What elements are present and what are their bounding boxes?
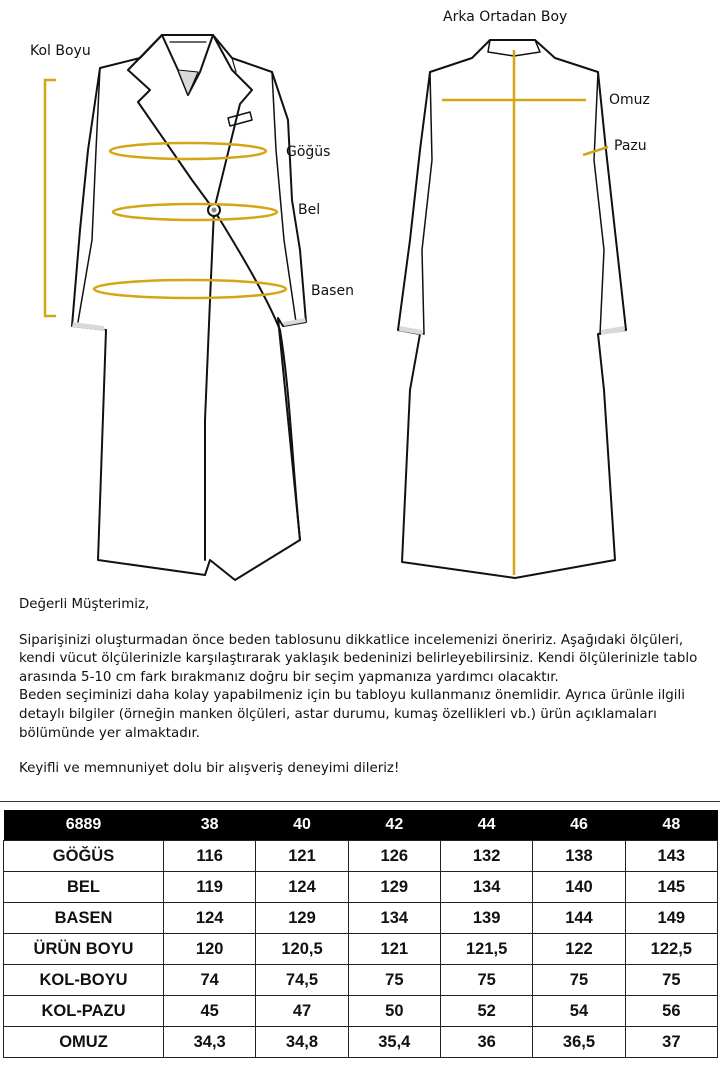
- notice-closing: Keyifli ve memnuniyet dolu bir alışveriş deneyimi dileriz!: [19, 761, 400, 777]
- table-cell: 47: [256, 996, 348, 1027]
- table-cell: 34,3: [164, 1027, 256, 1058]
- table-cell: 120: [164, 934, 256, 965]
- row-label: KOL-PAZU: [4, 996, 164, 1027]
- row-label: BASEN: [4, 903, 164, 934]
- header-model-code: 6889: [4, 810, 164, 841]
- label-waist: Bel: [298, 202, 321, 218]
- table-row: [4, 841, 718, 872]
- table-cell: 140: [533, 872, 625, 903]
- notice-paragraph-1: Siparişinizi oluşturmadan önce beden tablosunu dikkatlice incelemenizi öneririz. Aşağıdaki ölçüleri, kendi vücut ölçülerinizle karşılaştırarak yaklaşık bedeninizi belirleyebilirsiniz. Kendi ölçülerinizle tablo arasında 5-10 cm fark bırakmanız doğru bir seçim yapmanıza yardımcı olacaktır.: [19, 632, 698, 685]
- table-row: [4, 872, 718, 903]
- table-cell: 134: [348, 903, 440, 934]
- table-cell: 144: [533, 903, 625, 934]
- table-cell: 149: [625, 903, 717, 934]
- table-cell: 75: [440, 965, 532, 996]
- label-sleeve-length: Kol Boyu: [30, 43, 91, 59]
- table-cell: 121: [256, 841, 348, 872]
- header-size-46: 46: [533, 810, 625, 841]
- table-cell: 134: [440, 872, 532, 903]
- table-row: [4, 965, 718, 996]
- table-row: [4, 903, 718, 934]
- row-label: BEL: [4, 872, 164, 903]
- size-chart-table: [3, 810, 718, 1058]
- table-cell: 129: [256, 903, 348, 934]
- table-cell: 75: [533, 965, 625, 996]
- table-cell: 119: [164, 872, 256, 903]
- table-cell: 56: [625, 996, 717, 1027]
- header-size-48: 48: [625, 810, 717, 841]
- table-cell: 34,8: [256, 1027, 348, 1058]
- table-cell: 139: [440, 903, 532, 934]
- table-cell: 35,4: [348, 1027, 440, 1058]
- table-cell: 45: [164, 996, 256, 1027]
- size-chart-header-row: [4, 810, 718, 841]
- table-cell: 145: [625, 872, 717, 903]
- table-cell: 124: [256, 872, 348, 903]
- customer-notice: [19, 596, 709, 779]
- table-cell: 37: [625, 1027, 717, 1058]
- divider: [0, 801, 720, 802]
- label-chest: Göğüs: [286, 144, 331, 160]
- table-cell: 121,5: [440, 934, 532, 965]
- table-cell: 54: [533, 996, 625, 1027]
- table-cell: 52: [440, 996, 532, 1027]
- header-size-42: 42: [348, 810, 440, 841]
- table-cell: 124: [164, 903, 256, 934]
- notice-paragraph-2: Beden seçiminizi daha kolay yapabilmeniz için bu tabloyu kullanmanız önemlidir. Ayrıca ürünle ilgili detaylı bilgiler (örneğin manken ölçüleri, astar durumu, kumaş özellikleri vb.) ürün açıklamaları bölümünde yer almaktadır.: [19, 688, 685, 741]
- table-cell: 116: [164, 841, 256, 872]
- table-cell: 36: [440, 1027, 532, 1058]
- table-cell: 143: [625, 841, 717, 872]
- table-row: [4, 996, 718, 1027]
- table-cell: 75: [348, 965, 440, 996]
- table-cell: 74: [164, 965, 256, 996]
- coat-front-view: [72, 35, 306, 580]
- header-size-44: 44: [440, 810, 532, 841]
- row-label: KOL-BOYU: [4, 965, 164, 996]
- table-cell: 138: [533, 841, 625, 872]
- table-cell: 36,5: [533, 1027, 625, 1058]
- table-cell: 74,5: [256, 965, 348, 996]
- table-cell: 122,5: [625, 934, 717, 965]
- header-size-40: 40: [256, 810, 348, 841]
- table-cell: 122: [533, 934, 625, 965]
- table-cell: 132: [440, 841, 532, 872]
- header-size-38: 38: [164, 810, 256, 841]
- label-shoulder: Omuz: [609, 92, 650, 108]
- table-cell: 121: [348, 934, 440, 965]
- notice-greeting: Değerli Müşterimiz,: [19, 597, 150, 612]
- table-row: [4, 1027, 718, 1058]
- table-cell: 120,5: [256, 934, 348, 965]
- row-label: GÖĞÜS: [4, 841, 164, 872]
- label-hip: Basen: [311, 283, 354, 299]
- table-cell: 50: [348, 996, 440, 1027]
- coat-back-view: [398, 40, 626, 578]
- label-back-length: Arka Ortadan Boy: [443, 9, 568, 25]
- table-row: [4, 934, 718, 965]
- row-label: ÜRÜN BOYU: [4, 934, 164, 965]
- table-cell: 75: [625, 965, 717, 996]
- label-bicep: Pazu: [614, 138, 647, 154]
- table-cell: 126: [348, 841, 440, 872]
- sleeve-length-line: [45, 80, 56, 316]
- row-label: OMUZ: [4, 1027, 164, 1058]
- table-cell: 129: [348, 872, 440, 903]
